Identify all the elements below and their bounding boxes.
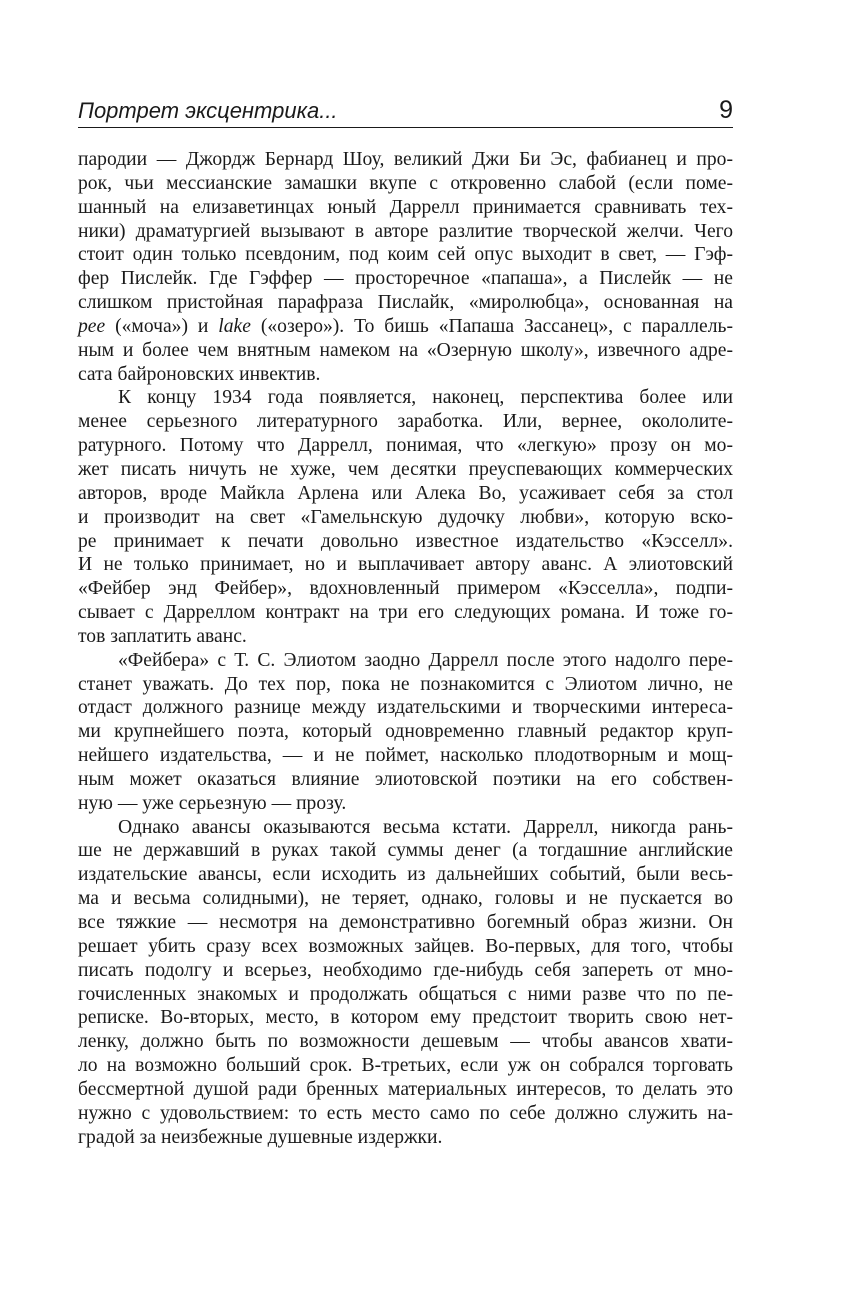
text-line: тов заплатить аванс.: [78, 625, 247, 647]
text-line: сывает с Дарреллом контракт на три его следующих романа. И тоже го-: [78, 602, 733, 624]
text-line: решает убить сразу всех возможных зайцев. Во-первых, для того, чтобы: [78, 935, 733, 957]
text-line: градой за неизбежные душевные издержки.: [78, 1126, 443, 1148]
text-line: жет писать ничуть не хуже, чем десятки преуспевающих коммерческих: [78, 458, 733, 480]
text-line: ники) драматургией вызывают в авторе разлитие творческой желчи. Чего: [78, 220, 733, 242]
text-line: и производит на свет «Гамельнскую дудочку любви», которую вско-: [78, 506, 733, 528]
running-head: [78, 92, 733, 128]
italic-word: pee: [78, 315, 106, 337]
text-line: ло на возможно больший срок. В-третьих, если уж он собрался торговать: [78, 1055, 733, 1077]
text-line: ма и весьма солидными), не теряет, однако, головы и не пускается во: [78, 888, 733, 910]
text-line: все тяжкие — несмотря на демонстративно богемный образ жизни. Он: [78, 912, 733, 933]
text-line: реписке. Во-вторых, место, в котором ему предстоит творить свою нет-: [78, 1007, 733, 1029]
text-line: сата байроновских инвектив.: [78, 363, 321, 385]
text-line: И не только принимает, но и выплачивает автору аванс. А элиотовский: [78, 554, 733, 576]
book-page: [78, 92, 733, 1149]
text-line: фер Пислейк. Где Гэффер — просторечное «папаша», а Пислейк — не: [78, 268, 733, 290]
paragraph: [78, 649, 733, 816]
text-line: авторов, вроде Майкла Арлена или Алека Во, усаживает себя за стол: [78, 482, 733, 504]
text-line: ратурного. Потому что Даррелл, понимая, что «легкую» прозу он мо-: [78, 435, 733, 457]
paragraph: [78, 386, 733, 648]
text-line: издательские авансы, если исходить из дальнейших событий, были весь-: [78, 864, 733, 886]
text-line: ленку, должно быть по возможности дешевым — чтобы авансов хвати-: [78, 1031, 733, 1053]
text-line: менее серьезного литературного заработка. Или, вернее, окололите-: [78, 411, 733, 433]
text-line: Однако авансы оказываются весьма кстати. Даррелл, никогда рань-: [118, 816, 733, 838]
text-line: шанный на елизаветинцах юный Даррелл принимается сравнивать тех-: [78, 196, 733, 218]
text-line: писать подолгу и всерьез, необходимо где-нибудь себя запереть от мно-: [78, 959, 733, 981]
text-line: ми крупнейшего поэта, который одновременно главный редактор круп-: [78, 721, 733, 743]
text-line: «Фейбер энд Фейбер», вдохновленный примером «Кэсселла», подпи-: [78, 578, 733, 600]
text-line: ше не державший в руках такой суммы денег (а тогдашние английские: [78, 840, 733, 862]
italic-word: lake: [218, 315, 251, 337]
paragraph: [78, 148, 733, 386]
text-line: «Фейбера» с Т. С. Элиотом заодно Даррелл после этого надолго пере-: [118, 649, 733, 671]
text-line: стоит один только псевдоним, под коим сей опус выходит в свет, — Гэф-: [78, 244, 733, 266]
text-line: слишком пристойная парафраза Пислайк, «миролюбца», основанная на: [78, 292, 733, 314]
text-line: нейшего издательства, — и не поймет, насколько плодотворным и мощ-: [78, 745, 733, 767]
text-line: ным и более чем внятным намеком на «Озерную школу», извечного адре-: [78, 339, 733, 361]
text-line: pee («моча») и lake («озеро»). То бишь «Папаша Зассанец», с параллель-: [78, 315, 733, 337]
text-line: ным может оказаться влияние элиотовской поэтики на его собствен-: [78, 768, 733, 790]
text-line: К концу 1934 года появляется, наконец, перспектива более или: [118, 387, 733, 409]
text-line: ную — уже серьезную — прозу.: [78, 792, 347, 814]
text-line: станет уважать. До тех пор, пока не познакомится с Элиотом лично, не: [78, 673, 733, 695]
text-line: бессмертной душой ради бренных материальных интересов, то делать это: [78, 1078, 733, 1100]
running-title: Портрет эксцентрика...: [78, 98, 338, 123]
paragraph: [78, 816, 733, 1150]
text-line: гочисленных знакомых и продолжать общаться с ними разве что по пе-: [78, 983, 733, 1005]
body-text: [78, 148, 733, 1149]
text-line: нужно с удовольствием: то есть место само по себе должно служить на-: [78, 1102, 733, 1124]
text-line: пародии — Джордж Бернард Шоу, великий Джи Би Эс, фабианец и про-: [78, 149, 733, 170]
text-line: ре принимает к печати довольно известное издательство «Кэсселл».: [78, 530, 733, 552]
page-number: 9: [719, 96, 733, 124]
text-line: отдаст должного разнице между издательскими и творческими интереса-: [78, 697, 733, 719]
text-line: рок, чьи мессианские замашки вкупе с откровенно слабой (если поме-: [78, 172, 733, 194]
